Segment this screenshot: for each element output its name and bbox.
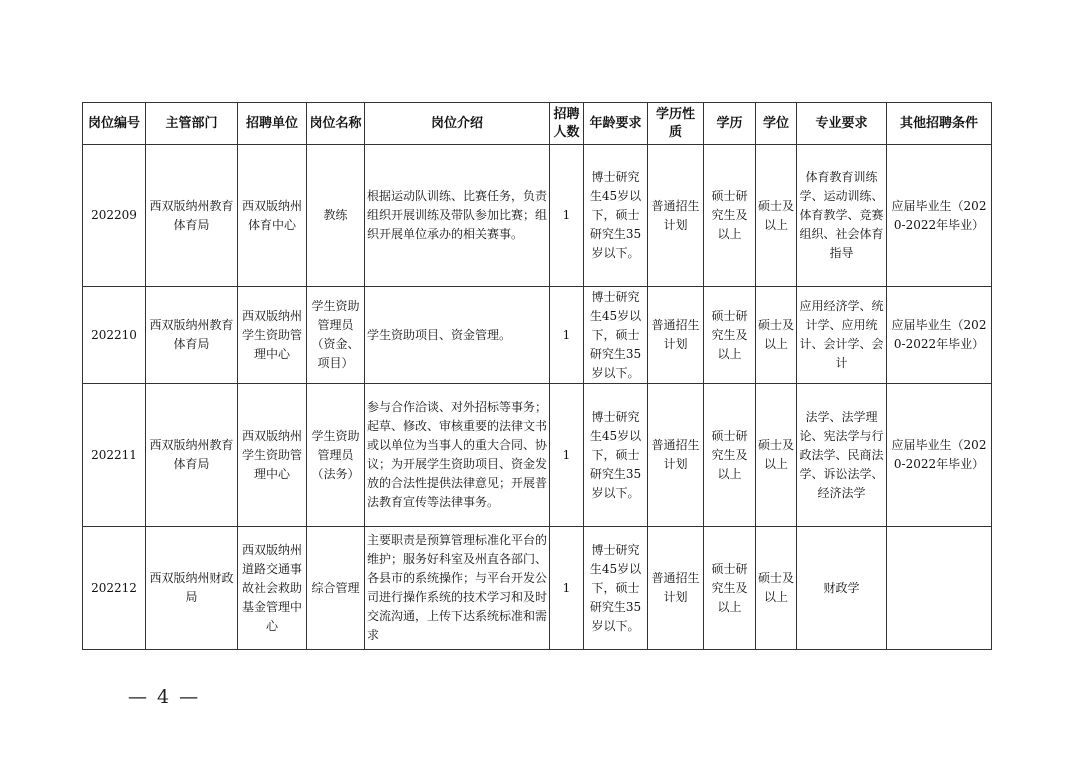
- cell-edu-type: 普通招生计划: [648, 145, 704, 287]
- header-edu: 学历: [704, 103, 756, 145]
- cell-name: 学生资助管理员（资金、项目）: [307, 287, 365, 384]
- cell-age: 博士研究生45岁以下，硕士研究生35岁以下。: [584, 145, 648, 287]
- header-count: 招聘人数: [550, 103, 584, 145]
- header-degree: 学位: [756, 103, 797, 145]
- cell-dept: 西双版纳州教育体育局: [146, 287, 238, 384]
- cell-other: 应届毕业生（2020-2022年毕业）: [887, 384, 992, 527]
- cell-count: 1: [550, 145, 584, 287]
- table-row: [83, 384, 992, 527]
- cell-id: 202211: [83, 384, 146, 527]
- cell-name: 学生资助管理员（法务）: [307, 384, 365, 527]
- cell-edu: 硕士研究生及以上: [704, 527, 756, 650]
- header-other: 其他招聘条件: [887, 103, 992, 145]
- cell-name: 综合管理: [307, 527, 365, 650]
- header-id: 岗位编号: [83, 103, 146, 145]
- header-dept: 主管部门: [146, 103, 238, 145]
- header-row: [83, 103, 992, 145]
- header-major: 专业要求: [797, 103, 887, 145]
- cell-edu: 硕士研究生及以上: [704, 384, 756, 527]
- cell-count: 1: [550, 527, 584, 650]
- cell-unit: 西双版纳州学生资助管理中心: [238, 384, 307, 527]
- cell-edu-type: 普通招生计划: [648, 527, 704, 650]
- cell-other: 应届毕业生（2020-2022年毕业）: [887, 287, 992, 384]
- cell-id: 202212: [83, 527, 146, 650]
- cell-unit: 西双版纳州学生资助管理中心: [238, 287, 307, 384]
- table-row: [83, 287, 992, 384]
- cell-intro: 参与合作洽谈、对外招标等事务；起草、修改、审核重要的法律文书或以单位为当事人的重大合同、协议；为开展学生资助项目、资金发放的合法性提供法律意见；开展普法教育宣传等法律事务。: [365, 384, 550, 527]
- cell-intro: 学生资助项目、资金管理。: [365, 287, 550, 384]
- cell-unit: 西双版纳州道路交通事故社会救助基金管理中心: [238, 527, 307, 650]
- cell-id: 202209: [83, 145, 146, 287]
- cell-count: 1: [550, 384, 584, 527]
- table-row: [83, 527, 992, 650]
- cell-edu: 硕士研究生及以上: [704, 145, 756, 287]
- cell-intro: 根据运动队训练、比赛任务，负责组织开展训练及带队参加比赛；组织开展单位承办的相关赛事。: [365, 145, 550, 287]
- cell-major: 法学、法学理论、宪法学与行政法学、民商法学、诉讼法学、经济法学: [797, 384, 887, 527]
- cell-edu-type: 普通招生计划: [648, 384, 704, 527]
- cell-edu-type: 普通招生计划: [648, 287, 704, 384]
- cell-age: 博士研究生45岁以下，硕士研究生35岁以下。: [584, 384, 648, 527]
- table-row: [83, 145, 992, 287]
- header-name: 岗位名称: [307, 103, 365, 145]
- cell-degree: 硕士及以上: [756, 527, 797, 650]
- header-unit: 招聘单位: [238, 103, 307, 145]
- cell-major: 应用经济学、统计学、应用统计、会计学、会计: [797, 287, 887, 384]
- cell-major: 财政学: [797, 527, 887, 650]
- cell-unit: 西双版纳州体育中心: [238, 145, 307, 287]
- cell-dept: 西双版纳州财政局: [146, 527, 238, 650]
- cell-edu: 硕士研究生及以上: [704, 287, 756, 384]
- cell-dept: 西双版纳州教育体育局: [146, 145, 238, 287]
- cell-degree: 硕士及以上: [756, 145, 797, 287]
- cell-other: 应届毕业生（2020-2022年毕业）: [887, 145, 992, 287]
- page-number: — 4 —: [128, 686, 201, 708]
- cell-major: 体育教育训练学、运动训练、体育教学、竞赛组织、社会体育指导: [797, 145, 887, 287]
- cell-count: 1: [550, 287, 584, 384]
- cell-other: [887, 527, 992, 650]
- cell-dept: 西双版纳州教育体育局: [146, 384, 238, 527]
- cell-age: 博士研究生45岁以下，硕士研究生35岁以下。: [584, 527, 648, 650]
- cell-degree: 硕士及以上: [756, 384, 797, 527]
- header-age: 年龄要求: [584, 103, 648, 145]
- cell-intro: 主要职责是预算管理标准化平台的维护；服务好科室及州直各部门、各县市的系统操作；与平台开发公司进行操作系统的技术学习和及时交流沟通，上传下达系统标准和需求: [365, 527, 550, 650]
- cell-age: 博士研究生45岁以下，硕士研究生35岁以下。: [584, 287, 648, 384]
- header-edu-type: 学历性质: [648, 103, 704, 145]
- cell-id: 202210: [83, 287, 146, 384]
- header-intro: 岗位介绍: [365, 103, 550, 145]
- cell-degree: 硕士及以上: [756, 287, 797, 384]
- recruitment-table: [82, 102, 992, 650]
- cell-name: 教练: [307, 145, 365, 287]
